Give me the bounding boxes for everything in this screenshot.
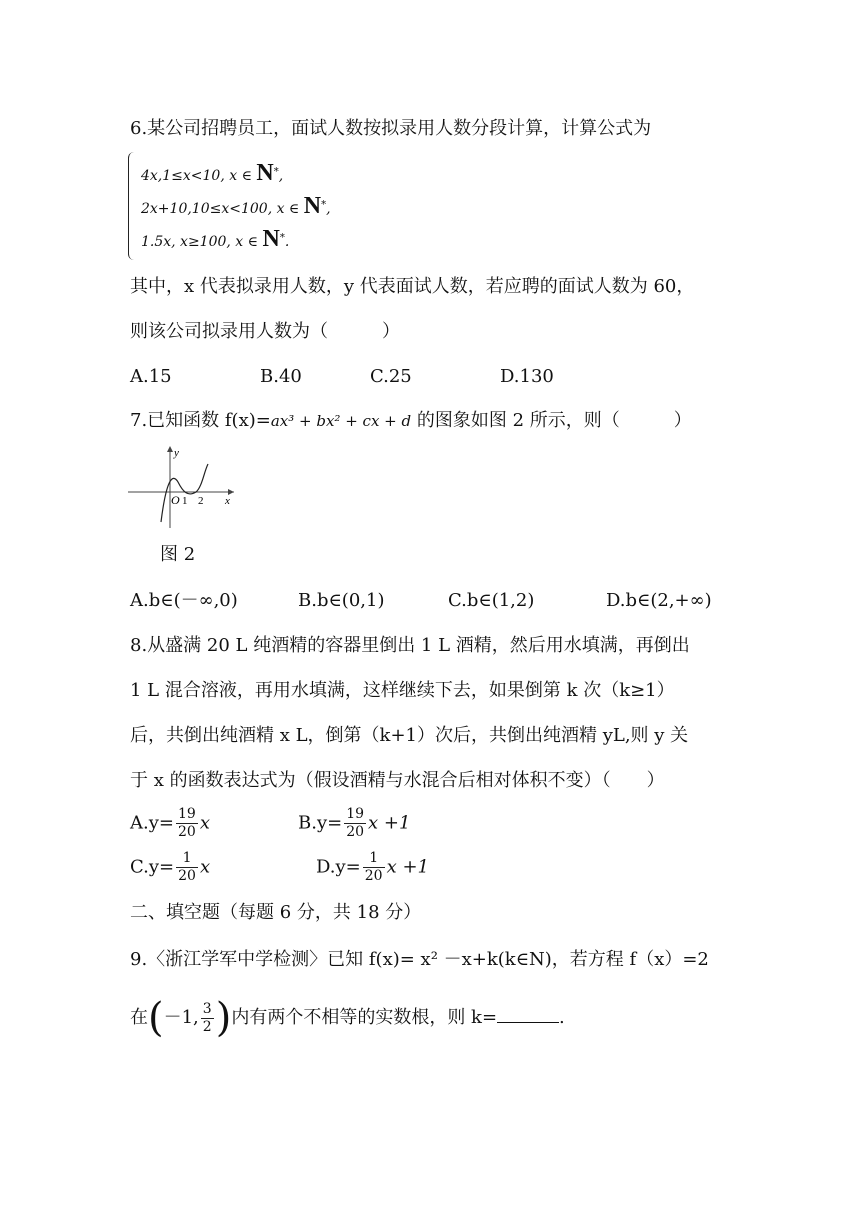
q9-line-1: 9.〈浙江学军中学检测〉已知 f(x)= x² －x+k(k∈N)，若方程 f（x）=2 xyxy=(130,949,709,970)
section-heading: 二、填空题（每题 6 分，共 18 分） xyxy=(130,902,422,923)
q6-option-c: C.25 xyxy=(370,366,412,387)
q8-option-b: B.y= $\frac{19}{20}$ x +1 xyxy=(298,806,411,840)
q6-option-a: A.15 xyxy=(130,366,172,387)
q8-line-1: 8.从盛满 20 L 纯酒精的容器里倒出 1 L 酒精，然后用水填满，再倒出 xyxy=(130,635,690,656)
q9-line-2: 在(－1, $\frac{3}{2}$ )内有两个不相等的实数根，则 k= . xyxy=(130,995,565,1041)
fraction: $\frac{19}{20}$ xyxy=(346,806,365,840)
q8-option-d: D.y= $\frac{1}{20}$ x +1 xyxy=(316,850,430,884)
answer-blank[interactable] xyxy=(497,1004,559,1023)
q7-option-a: A.b∈(－∞,0) xyxy=(130,590,238,611)
fraction: $\frac{3}{2}$ xyxy=(202,1000,212,1035)
tick-label-2: 2 xyxy=(198,495,204,507)
q7-stem: 7.已知函数 f(x)=ax³ + bx² + cx + d 的图象如图 2 所示，则（ ） xyxy=(130,410,692,431)
q8-line-3: 后，共倒出纯酒精 x L，倒第（k+1）次后，共倒出纯酒精 yL,则 y 关 xyxy=(130,725,689,746)
piecewise-case-1: 4x,1≤x<10, x ∈ N*, xyxy=(141,160,284,186)
q6-line-2: 其中，x 代表拟录用人数，y 代表面试人数，若应聘的面试人数为 60， xyxy=(130,276,695,297)
fraction: $\frac{19}{20}$ xyxy=(177,806,196,840)
piecewise-case-3: 1.5x, x≥100, x ∈ N*. xyxy=(141,226,290,252)
q6-option-d: D.130 xyxy=(500,366,554,387)
q8-option-a: A.y= $\frac{19}{20}$ x xyxy=(130,806,210,840)
q7-option-d: D.b∈(2,+∞) xyxy=(606,590,712,611)
y-axis-label: y xyxy=(174,447,179,459)
origin-label: O xyxy=(171,493,180,507)
fraction: $\frac{1}{20}$ xyxy=(178,850,196,884)
q6-line-3: 则该公司拟录用人数为（ ） xyxy=(130,321,400,342)
q7-option-c: C.b∈(1,2) xyxy=(448,590,535,611)
q6-option-b: B.40 xyxy=(260,366,302,387)
piecewise-brace xyxy=(128,152,137,260)
q8-option-c: C.y= $\frac{1}{20}$ x xyxy=(130,850,211,884)
y-axis-arrow-icon xyxy=(167,446,173,452)
q6-intro: 6.某公司招聘员工，面试人数按拟录用人数分段计算，计算公式为 xyxy=(130,118,652,139)
function-curve xyxy=(161,464,208,522)
tick-label-1: 1 xyxy=(182,495,188,507)
figure-caption: 图 2 xyxy=(160,544,196,565)
q8-line-2: 1 L 混合溶液，再用水填满，这样继续下去，如果倒第 k 次（k≥1） xyxy=(130,680,675,701)
fraction: $\frac{1}{20}$ xyxy=(364,850,383,884)
x-axis-label: x xyxy=(225,495,230,507)
q8-line-4: 于 x 的函数表达式为（假设酒精与水混合后相对体积不变）（ ） xyxy=(130,770,665,791)
cubic-function-graph xyxy=(126,442,238,530)
q7-option-b: B.b∈(0,1) xyxy=(298,590,385,611)
piecewise-case-2: 2x+10,10≤x<100, x ∈ N*, xyxy=(141,193,331,219)
